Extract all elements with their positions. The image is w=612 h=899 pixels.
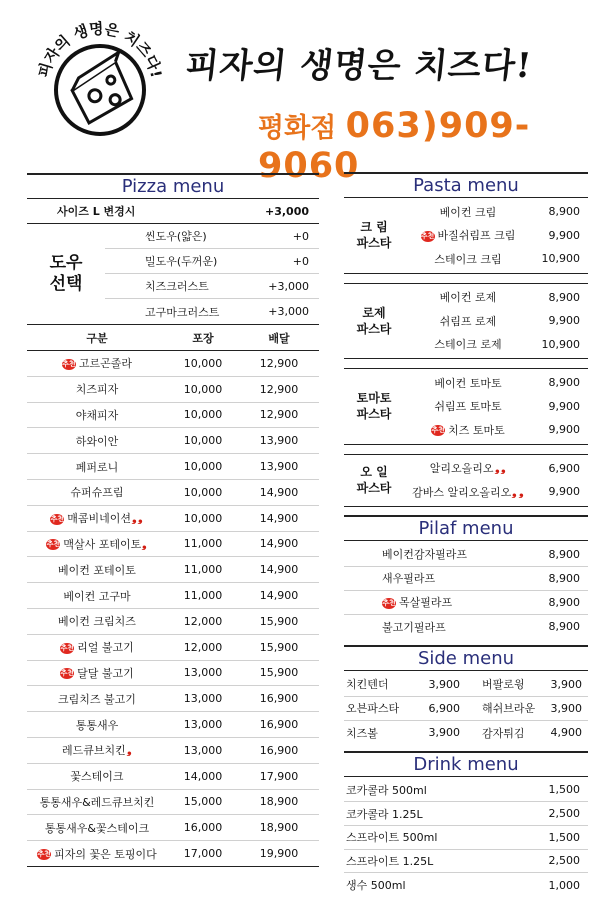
pilaf-name-cell <box>344 570 532 586</box>
pasta-price: 10,900 <box>541 337 580 351</box>
pasta-list <box>344 198 588 507</box>
pizza-delivery-price: 16,900 <box>259 743 299 757</box>
drink-price: 2,500 <box>548 807 580 821</box>
pilaf-title: Pilaf menu <box>344 515 588 541</box>
side-name-left: 오븐파스타 <box>346 702 400 715</box>
pizza-row <box>27 841 319 867</box>
chili-pepper-icon: ❟ <box>517 485 527 500</box>
pasta-item <box>404 333 588 357</box>
pizza-takeout-price: 10,000 <box>183 356 223 370</box>
pizza-delivery-price: 12,900 <box>259 408 299 422</box>
recommend-badge: 추천 <box>62 359 76 368</box>
pizza-name: 통통새우&꽃스테이크 <box>44 821 150 835</box>
recommend-badge: 추천 <box>37 850 51 859</box>
pasta-item <box>404 395 588 419</box>
pilaf-item <box>344 615 588 639</box>
cheese-logo <box>26 12 174 160</box>
pizza-delivery-price: 16,900 <box>259 718 299 732</box>
pasta-name-cell <box>404 313 532 329</box>
pizza-section <box>27 173 319 867</box>
chili-pepper-icon: ❟ <box>493 461 503 476</box>
size-change-label: 사이즈 L 변경시 <box>57 205 136 218</box>
pizza-name-cell <box>27 588 167 604</box>
pilaf-price: 8,900 <box>548 547 580 561</box>
phone-number: 063)909-9060 <box>258 106 531 186</box>
drink-name: 스프라이트 500ml <box>346 831 438 845</box>
pizza-row <box>27 377 319 403</box>
pasta-item <box>404 457 588 481</box>
pizza-name-cell <box>27 768 167 784</box>
pasta-price: 8,900 <box>548 205 580 219</box>
pizza-takeout-price: 13,000 <box>183 718 223 732</box>
pasta-price: 9,900 <box>548 314 580 328</box>
pasta-group-gap <box>344 445 588 455</box>
pizza-delivery-price: 15,900 <box>259 666 299 680</box>
pizza-name-cell <box>27 484 167 500</box>
pilaf-item <box>344 543 588 567</box>
pizza-title: Pizza menu <box>27 173 319 199</box>
pizza-delivery-price: 12,900 <box>259 382 299 396</box>
pizza-name-cell <box>27 717 167 733</box>
drink-item <box>344 850 588 874</box>
pasta-price: 9,900 <box>548 423 580 437</box>
dough-option <box>105 224 319 249</box>
pizza-row <box>27 790 319 816</box>
pilaf-name-cell <box>344 546 532 562</box>
pasta-group-label-line2: 파스타 <box>356 407 392 422</box>
pizza-row <box>27 712 319 738</box>
pizza-row <box>27 403 319 429</box>
chili-pepper-icon: ❟ <box>141 537 150 552</box>
pizza-name-cell <box>27 613 167 629</box>
pilaf-name: 불고기필라프 <box>382 620 446 634</box>
pasta-group-gap <box>344 359 588 369</box>
pizza-name: 레드큐브치킨 <box>61 744 126 758</box>
pilaf-item <box>344 591 588 615</box>
pasta-name: 베이컨 토마토 <box>434 376 502 390</box>
pizza-delivery-price: 13,900 <box>259 434 299 448</box>
drink-item <box>344 779 588 803</box>
pizza-row <box>27 454 319 480</box>
dough-option-price: +3,000 <box>268 279 309 293</box>
dough-option-price: +3,000 <box>268 305 309 318</box>
pizza-delivery-price: 14,900 <box>259 589 299 603</box>
pizza-name-cell <box>27 407 167 423</box>
pasta-name: 베이컨 로제 <box>439 291 497 305</box>
right-column <box>344 172 588 899</box>
pasta-item <box>404 480 588 504</box>
pizza-row <box>27 351 319 377</box>
size-change-row <box>27 199 319 224</box>
pizza-name-cell <box>27 381 167 397</box>
pizza-name: 피자의 꽃은 토핑이다 <box>54 847 157 861</box>
pilaf-price: 8,900 <box>548 595 580 609</box>
pasta-item <box>404 200 588 224</box>
size-change-price: +3,000 <box>264 204 309 218</box>
pizza-name: 하와이안 <box>75 434 119 448</box>
dough-selection <box>27 224 319 325</box>
pizza-delivery-price: 15,900 <box>259 614 299 628</box>
pizza-name-cell <box>27 459 167 475</box>
pasta-group-items <box>404 198 588 273</box>
pasta-name: 바질쉬림프 크림 <box>437 229 516 243</box>
pasta-group-label-line2: 파스타 <box>356 481 392 495</box>
pilaf-name: 목살필라프 <box>399 596 453 609</box>
pilaf-price: 8,900 <box>548 620 580 633</box>
header-takeout: 포장 <box>192 331 214 345</box>
chili-pepper-icon: ❟ <box>125 744 135 758</box>
pizza-row <box>27 815 319 841</box>
pizza-name-cell <box>27 691 167 707</box>
pizza-name-cell <box>27 846 167 862</box>
pasta-name: 알리오올리오 <box>429 462 494 476</box>
pasta-name: 스테이크 크림 <box>434 252 502 266</box>
pasta-item <box>404 224 588 248</box>
side-name-right: 버팔로윙 <box>482 678 525 691</box>
pizza-name: 리얼 불고기 <box>77 641 134 655</box>
pizza-delivery-price: 14,900 <box>259 485 299 499</box>
drink-name: 생수 500ml <box>346 879 406 893</box>
recommend-badge: 추천 <box>431 426 445 435</box>
pasta-price: 10,900 <box>541 252 580 266</box>
pizza-name: 치즈피자 <box>75 383 119 397</box>
pasta-price: 9,900 <box>548 485 580 499</box>
pizza-name: 베이컨 고구마 <box>63 589 131 603</box>
pilaf-item <box>344 567 588 591</box>
pasta-group-label-line1: 오 일 <box>360 465 388 479</box>
pasta-group-label-line2: 파스타 <box>356 236 392 251</box>
pizza-name: 페퍼로니 <box>75 460 119 474</box>
pasta-name: 감바스 알리오올리오 <box>412 485 512 499</box>
pizza-list <box>27 351 319 867</box>
pasta-name-cell <box>404 289 532 305</box>
pasta-price: 8,900 <box>548 376 580 390</box>
recommend-badge: 추천 <box>50 514 65 523</box>
dough-option <box>105 249 319 274</box>
side-price-right: 4,900 <box>550 726 582 739</box>
pizza-takeout-price: 11,000 <box>183 537 223 551</box>
drink-name: 코카콜라 1.25L <box>346 807 423 821</box>
drink-price: 2,500 <box>548 854 580 868</box>
side-name-left: 치킨텐더 <box>346 678 389 691</box>
pizza-name-cell <box>27 355 167 371</box>
pasta-name-cell <box>404 460 532 476</box>
drink-name: 스프라이트 1.25L <box>346 854 434 868</box>
pizza-delivery-price: 15,900 <box>259 640 299 654</box>
pizza-takeout-price: 13,000 <box>183 692 223 706</box>
pizza-table-header <box>27 325 319 351</box>
dough-option-name: 고구마크러스트 <box>145 305 220 319</box>
pilaf-name: 새우필라프 <box>382 572 436 585</box>
pasta-group <box>344 284 588 360</box>
pizza-takeout-price: 12,000 <box>183 640 223 654</box>
pizza-takeout-price: 14,000 <box>183 769 223 783</box>
pizza-name: 베이컨 크림치즈 <box>58 615 136 629</box>
pizza-row <box>27 764 319 790</box>
pizza-takeout-price: 11,000 <box>183 563 223 577</box>
drink-item <box>344 826 588 850</box>
logo-arc-text: 피자의 생명은 치즈다! <box>34 19 166 80</box>
pizza-row <box>27 635 319 661</box>
pizza-name: 베이컨 포테이토 <box>58 563 136 577</box>
drink-item <box>344 873 588 897</box>
pasta-item <box>404 371 588 395</box>
pasta-group-label <box>344 369 404 444</box>
pizza-name-cell <box>27 510 167 526</box>
pasta-name-cell <box>404 251 532 267</box>
pizza-name: 크림치즈 불고기 <box>58 692 136 706</box>
pizza-takeout-price: 11,000 <box>183 589 223 603</box>
pizza-row <box>27 506 319 532</box>
pizza-takeout-price: 13,000 <box>183 666 223 680</box>
branch-name: 평화점 <box>258 113 337 144</box>
pizza-name: 달달 불고기 <box>77 666 134 680</box>
pizza-takeout-price: 15,000 <box>183 795 223 809</box>
pizza-row <box>27 738 319 764</box>
recommend-badge: 추천 <box>60 669 74 678</box>
pasta-name-cell <box>404 375 532 391</box>
drink-name: 코카콜라 500ml <box>346 783 427 797</box>
pasta-group-label-line1: 로제 <box>362 305 386 320</box>
side-name-right: 해쉬브라운 <box>482 702 536 715</box>
pasta-group-items <box>404 369 588 444</box>
side-row <box>344 697 588 721</box>
pasta-title: Pasta menu <box>344 172 588 198</box>
side-price-left: 3,900 <box>428 726 460 739</box>
side-row <box>344 673 588 697</box>
side-name-left: 치즈볼 <box>346 726 378 740</box>
pilaf-name: 베이컨감자필라프 <box>382 548 468 561</box>
dough-label <box>27 224 105 324</box>
pasta-name: 쉬림프 로제 <box>439 314 497 328</box>
pasta-group-items <box>404 455 588 506</box>
pilaf-name-cell <box>344 594 532 610</box>
dough-options <box>105 224 319 324</box>
pizza-name: 통통새우&레드큐브치킨 <box>39 795 155 809</box>
pizza-takeout-price: 10,000 <box>183 485 223 499</box>
pilaf-name-cell <box>344 619 532 635</box>
pizza-name-cell <box>27 794 167 810</box>
pasta-item <box>404 418 588 442</box>
pasta-item <box>404 286 588 310</box>
pizza-delivery-price: 14,900 <box>259 563 299 577</box>
pizza-name-cell <box>27 433 167 449</box>
pizza-name: 맥살사 포테이토 <box>63 537 142 551</box>
pizza-row <box>27 428 319 454</box>
pizza-name-cell <box>27 639 167 655</box>
pasta-group <box>344 455 588 507</box>
pizza-row <box>27 480 319 506</box>
pasta-group-label-line2: 파스타 <box>356 321 392 336</box>
side-price-left: 6,900 <box>428 701 460 715</box>
pizza-takeout-price: 10,000 <box>183 434 223 448</box>
pizza-row <box>27 532 319 558</box>
drink-price: 1,500 <box>548 783 580 797</box>
pasta-group-label <box>344 455 404 506</box>
side-price-left: 3,900 <box>428 677 460 691</box>
pasta-name: 쉬림프 토마토 <box>434 400 502 414</box>
pasta-price: 9,900 <box>548 399 580 413</box>
dough-label-line1: 도우 <box>49 253 83 273</box>
pizza-delivery-price: 18,900 <box>259 821 299 835</box>
recommend-badge: 추천 <box>60 643 74 652</box>
pasta-name-cell <box>404 484 532 500</box>
dough-option-name: 씬도우(얇은) <box>145 230 207 243</box>
dough-label-line2: 선택 <box>49 274 83 294</box>
pizza-name: 슈퍼슈프림 <box>70 486 124 500</box>
pizza-delivery-price: 14,900 <box>259 511 299 525</box>
pizza-row <box>27 609 319 635</box>
pasta-group-label-line1: 크 림 <box>360 220 388 235</box>
pizza-takeout-price: 10,000 <box>183 511 223 525</box>
drink-price: 1,000 <box>548 878 580 892</box>
pasta-price: 8,900 <box>548 290 580 304</box>
pasta-group <box>344 369 588 445</box>
pizza-takeout-price: 16,000 <box>183 821 223 835</box>
pizza-takeout-price: 10,000 <box>183 460 223 474</box>
pizza-name-cell <box>27 562 167 578</box>
pasta-name-cell <box>404 336 532 352</box>
pasta-name: 스테이크 로제 <box>434 338 502 352</box>
side-row <box>344 721 588 745</box>
pizza-delivery-price: 13,900 <box>259 460 299 474</box>
pasta-name-cell <box>404 227 532 243</box>
pasta-item <box>404 247 588 271</box>
drink-price: 1,500 <box>548 830 580 844</box>
chili-pepper-icon: ❟ <box>137 511 146 526</box>
pizza-row <box>27 661 319 687</box>
side-name-right: 감자튀김 <box>482 726 525 740</box>
side-list <box>344 671 588 747</box>
side-price-right: 3,900 <box>550 701 582 715</box>
drink-title: Drink menu <box>344 751 588 777</box>
chili-pepper-icon: ❟ <box>499 461 509 476</box>
pizza-delivery-price: 14,900 <box>259 537 299 551</box>
pasta-item <box>404 309 588 333</box>
dough-option-price: +0 <box>292 229 309 243</box>
pizza-name: 고르곤졸라 <box>78 357 133 371</box>
pizza-name-cell <box>27 742 167 758</box>
header-name: 구분 <box>86 331 108 345</box>
pizza-name-cell <box>27 536 167 552</box>
pizza-name: 꽃스테이크 <box>70 770 124 784</box>
chili-pepper-icon: ❟ <box>131 511 140 526</box>
side-price-right: 3,900 <box>550 677 582 691</box>
cheese-slice-icon <box>65 52 136 124</box>
pizza-takeout-price: 10,000 <box>183 408 223 422</box>
pizza-row <box>27 686 319 712</box>
pilaf-list <box>344 541 588 641</box>
side-title: Side menu <box>344 645 588 671</box>
pasta-price: 9,900 <box>548 228 580 242</box>
pizza-name: 야채피자 <box>75 408 119 422</box>
pizza-name-cell <box>27 820 167 836</box>
pasta-name-cell <box>404 422 532 438</box>
chili-pepper-icon: ❟ <box>511 485 520 500</box>
pizza-row <box>27 557 319 583</box>
pizza-name: 매콤비네이션 <box>67 512 132 526</box>
pasta-name-cell <box>404 204 532 220</box>
dough-option-price: +0 <box>292 254 309 268</box>
pizza-takeout-price: 10,000 <box>183 382 223 396</box>
pizza-delivery-price: 16,900 <box>259 692 299 706</box>
pasta-group-label <box>344 198 404 273</box>
header-delivery: 배달 <box>268 331 290 345</box>
slogan: 피자의 생명은 치즈다! <box>183 46 534 86</box>
recommend-badge: 추천 <box>420 231 435 240</box>
pasta-name: 베이컨 크림 <box>439 205 497 219</box>
pizza-name: 통통새우 <box>75 718 119 732</box>
pizza-delivery-price: 12,900 <box>259 356 299 370</box>
dough-option <box>105 299 319 324</box>
pizza-delivery-price: 19,900 <box>259 847 299 861</box>
pasta-group-label-line1: 토마토 <box>356 391 392 406</box>
pizza-delivery-price: 17,900 <box>259 769 299 783</box>
pasta-name-cell <box>404 398 532 414</box>
dough-option-name: 밀도우(두꺼운) <box>145 255 218 268</box>
drink-list <box>344 777 588 899</box>
pasta-group-label <box>344 284 404 359</box>
pasta-price: 6,900 <box>548 461 580 475</box>
dough-option <box>105 274 319 299</box>
pasta-group <box>344 198 588 274</box>
pizza-row <box>27 583 319 609</box>
pasta-group-items <box>404 284 588 359</box>
pizza-takeout-price: 17,000 <box>183 847 223 861</box>
recommend-badge: 추천 <box>382 598 396 607</box>
pizza-delivery-price: 18,900 <box>259 795 299 809</box>
dough-option-name: 치즈크러스트 <box>145 280 209 293</box>
pizza-takeout-price: 13,000 <box>183 743 223 757</box>
pizza-name-cell <box>27 665 167 681</box>
recommend-badge: 추천 <box>46 540 61 549</box>
pizza-takeout-price: 12,000 <box>183 614 223 628</box>
pasta-name: 치즈 토마토 <box>448 423 505 437</box>
pilaf-price: 8,900 <box>548 571 580 585</box>
drink-item <box>344 802 588 826</box>
pasta-group-gap <box>344 274 588 284</box>
